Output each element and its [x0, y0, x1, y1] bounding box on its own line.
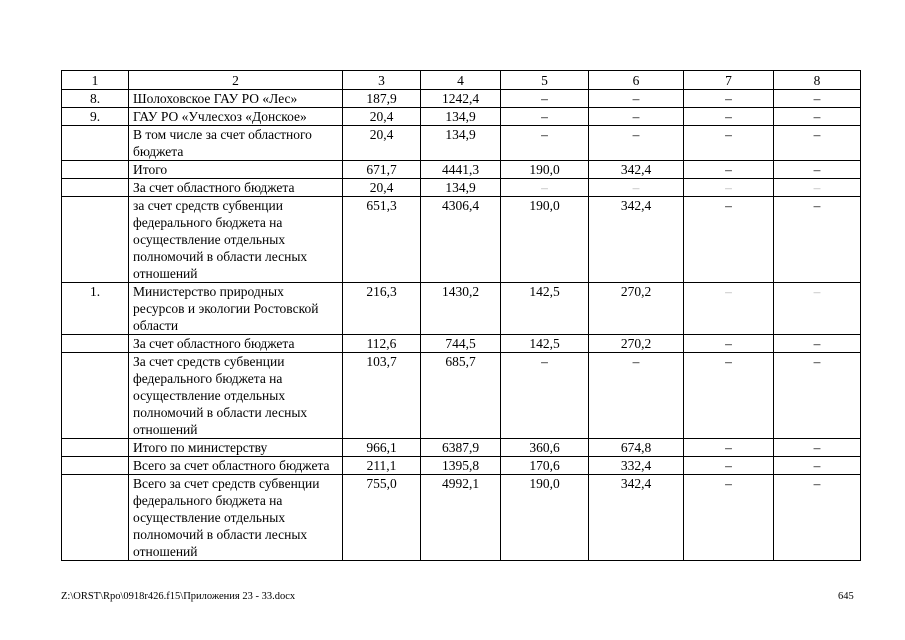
column-header: 1 — [62, 71, 129, 90]
cell-col5: – — [501, 108, 589, 126]
row-number — [62, 353, 129, 439]
column-header: 8 — [774, 71, 861, 90]
cell-col7: – — [684, 197, 774, 283]
row-number — [62, 457, 129, 475]
cell-col8: – — [774, 335, 861, 353]
row-name: ГАУ РО «Учлесхоз «Донское» — [129, 108, 343, 126]
cell-col4: 4306,4 — [421, 197, 501, 283]
cell-col6: 342,4 — [589, 197, 684, 283]
table-row — [62, 108, 861, 126]
cell-col6: 342,4 — [589, 475, 684, 561]
cell-col3: 755,0 — [343, 475, 421, 561]
cell-col6: – — [589, 353, 684, 439]
cell-col7: – — [684, 439, 774, 457]
cell-col6: – — [589, 90, 684, 108]
cell-col4: 134,9 — [421, 126, 501, 161]
cell-col4: 134,9 — [421, 108, 501, 126]
cell-col6: – — [589, 108, 684, 126]
cell-col5: 190,0 — [501, 475, 589, 561]
row-name: за счет средств субвенции федерального бюджета на осуществление отдельных полномочий в области лесных отношений — [129, 197, 343, 283]
cell-col6: 270,2 — [589, 283, 684, 335]
column-header: 7 — [684, 71, 774, 90]
column-header: 4 — [421, 71, 501, 90]
cell-col4: 1395,8 — [421, 457, 501, 475]
cell-col7: – — [684, 335, 774, 353]
cell-col4: 6387,9 — [421, 439, 501, 457]
column-header: 5 — [501, 71, 589, 90]
cell-col6: – — [589, 126, 684, 161]
cell-col3: 966,1 — [343, 439, 421, 457]
cell-col5: – — [501, 90, 589, 108]
cell-col5: 170,6 — [501, 457, 589, 475]
cell-col4: 4992,1 — [421, 475, 501, 561]
row-name: Шолоховское ГАУ РО «Лес» — [129, 90, 343, 108]
cell-col6: 342,4 — [589, 161, 684, 179]
cell-col4: 1242,4 — [421, 90, 501, 108]
cell-col3: 651,3 — [343, 197, 421, 283]
cell-col5: 360,6 — [501, 439, 589, 457]
row-number: 1. — [62, 283, 129, 335]
row-number — [62, 197, 129, 283]
cell-col4: 4441,3 — [421, 161, 501, 179]
table-row — [62, 353, 861, 439]
row-number — [62, 179, 129, 197]
cell-col8: – — [774, 439, 861, 457]
cell-col6: 674,8 — [589, 439, 684, 457]
cell-col4: 685,7 — [421, 353, 501, 439]
row-name: За счет средств субвенции федерального бюджета на осуществление отдельных полномочий в области лесных отношений — [129, 353, 343, 439]
cell-col8: – — [774, 90, 861, 108]
cell-col7: – — [684, 90, 774, 108]
cell-col5: 190,0 — [501, 197, 589, 283]
cell-col5: 190,0 — [501, 161, 589, 179]
cell-col4: 134,9 — [421, 179, 501, 197]
cell-col6: – — [589, 179, 684, 197]
cell-col8: – — [774, 161, 861, 179]
cell-col4: 1430,2 — [421, 283, 501, 335]
cell-col3: 216,3 — [343, 283, 421, 335]
cell-col6: 332,4 — [589, 457, 684, 475]
cell-col5: – — [501, 353, 589, 439]
cell-col7: – — [684, 179, 774, 197]
table-row — [62, 126, 861, 161]
cell-col7: – — [684, 283, 774, 335]
cell-col6: 270,2 — [589, 335, 684, 353]
row-name: В том числе за счет областного бюджета — [129, 126, 343, 161]
cell-col7: – — [684, 161, 774, 179]
table-row — [62, 161, 861, 179]
cell-col3: 20,4 — [343, 108, 421, 126]
cell-col3: 112,6 — [343, 335, 421, 353]
row-number: 8. — [62, 90, 129, 108]
row-number — [62, 475, 129, 561]
table-row — [62, 283, 861, 335]
row-number — [62, 161, 129, 179]
cell-col7: – — [684, 108, 774, 126]
cell-col3: 187,9 — [343, 90, 421, 108]
column-header: 6 — [589, 71, 684, 90]
cell-col5: – — [501, 126, 589, 161]
cell-col8: – — [774, 283, 861, 335]
row-number: 9. — [62, 108, 129, 126]
cell-col8: – — [774, 457, 861, 475]
cell-col3: 671,7 — [343, 161, 421, 179]
cell-col3: 211,1 — [343, 457, 421, 475]
header-row — [62, 71, 861, 90]
cell-col5: 142,5 — [501, 283, 589, 335]
row-name: Итого по министерству — [129, 439, 343, 457]
row-name: Министерство природных ресурсов и экологии Ростовской области — [129, 283, 343, 335]
footer-page-number: 645 — [838, 591, 854, 602]
table-row — [62, 90, 861, 108]
cell-col4: 744,5 — [421, 335, 501, 353]
table-row — [62, 457, 861, 475]
footer-file-path: Z:\ORST\Rpo\0918r426.f15\Приложения 23 - 33.docx — [61, 591, 296, 602]
row-name: Итого — [129, 161, 343, 179]
table-row — [62, 197, 861, 283]
row-name: Всего за счет областного бюджета — [129, 457, 343, 475]
cell-col8: – — [774, 179, 861, 197]
cell-col3: 103,7 — [343, 353, 421, 439]
row-name: Всего за счет средств субвенции федерального бюджета на осуществление отдельных полномочий в области лесных отношений — [129, 475, 343, 561]
cell-col7: – — [684, 126, 774, 161]
row-number — [62, 126, 129, 161]
cell-col5: – — [501, 179, 589, 197]
column-header: 2 — [129, 71, 343, 90]
row-number — [62, 335, 129, 353]
row-name: За счет областного бюджета — [129, 335, 343, 353]
cell-col5: 142,5 — [501, 335, 589, 353]
cell-col3: 20,4 — [343, 179, 421, 197]
cell-col8: – — [774, 353, 861, 439]
row-name: За счет областного бюджета — [129, 179, 343, 197]
table-row — [62, 179, 861, 197]
cell-col7: – — [684, 353, 774, 439]
cell-col8: – — [774, 108, 861, 126]
cell-col7: – — [684, 475, 774, 561]
cell-col3: 20,4 — [343, 126, 421, 161]
cell-col8: – — [774, 475, 861, 561]
row-number — [62, 439, 129, 457]
budget-table — [61, 70, 861, 561]
cell-col8: – — [774, 197, 861, 283]
table-row — [62, 335, 861, 353]
table-row — [62, 475, 861, 561]
cell-col8: – — [774, 126, 861, 161]
cell-col7: – — [684, 457, 774, 475]
column-header: 3 — [343, 71, 421, 90]
table-row — [62, 439, 861, 457]
